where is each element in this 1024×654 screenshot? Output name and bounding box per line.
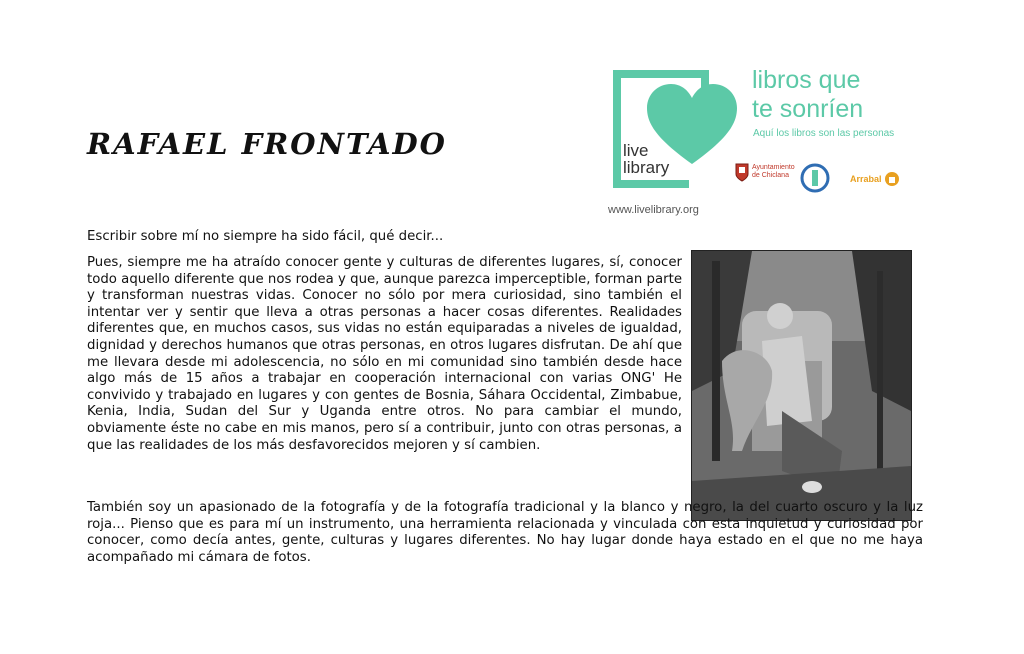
brand-line-1: libros que (752, 66, 861, 94)
intro-text: Escribir sobre mí no siempre ha sido fácil, qué decir... (87, 229, 444, 244)
logo-icon-text: live library (623, 141, 670, 177)
portrait-photo (691, 250, 912, 521)
sponsor-arrabal-label: Arrabal (850, 174, 882, 184)
sponsor-chiclana (735, 162, 800, 182)
arrabal-icon (885, 172, 899, 186)
website-url: www.livelibrary.org (608, 204, 699, 216)
brand-name (752, 66, 863, 124)
paragraph-2: También soy un apasionado de la fotografía y de la fotografía tradicional y la blanco y negro, la del cuarto oscuro y la luz roja... Pienso que es para mí un instrumento, una herramienta relacionada y vinculada con esta inquietud y curiosidad por conocer, como decía antes, gente, culturas y lugares diferentes. No hay lugar donde haya estado en el que no me haya acompañado mi cámara de fotos. (87, 500, 923, 565)
circular-emblem-icon (800, 162, 830, 194)
page-title: RAFAEL FRONTADO (87, 127, 447, 161)
sponsor-emblem (800, 162, 830, 194)
paragraph-1: Pues, siempre me ha atraído conocer gente y culturas de diferentes lugares, sí, conocer todo aquello diferente que nos rodea y que, aunque parezca imperceptible, forman parte y transforman nuestras vidas. Conocer no sólo por mera curiosidad, sino también el intentar ver y sentir que lleva a otras personas a hacer cosas diferentes. Realidades diferentes que, en muchos casos, sus vidas no están equiparadas a niveles de igualdad, dignidad y derechos humanos que otras personas, en otros lugares disfrutan. De ahí que me llevara desde mi adolescencia, no sólo en mi comunidad sino también desde hace algo más de 15 años a trabajar en cooperación internacional con varias ONG' He convivido y trabajado en lugares y con gentes de Bosnia, Sáhara Occidental, Zimbabue, Kenia, India, Sudan del Sur y Uganda entre otros. No para cambiar el mundo, obviamente éste no cabe en mis manos, pero sí a contribuir, junto con otras personas, a que las realidades de los más desfavorecidos mejoren y sí cambien. (87, 255, 682, 453)
crest-icon (735, 162, 749, 182)
brand-line-2: te sonríen (752, 95, 864, 123)
sponsor-arrabal (850, 172, 899, 186)
brand-tagline: Aquí los libros son las personas (753, 128, 895, 139)
portrait-photo-icon (692, 251, 911, 520)
sponsor-chiclana-label: Ayuntamiento de Chiclana (752, 164, 795, 179)
live-library-logo (613, 70, 741, 198)
